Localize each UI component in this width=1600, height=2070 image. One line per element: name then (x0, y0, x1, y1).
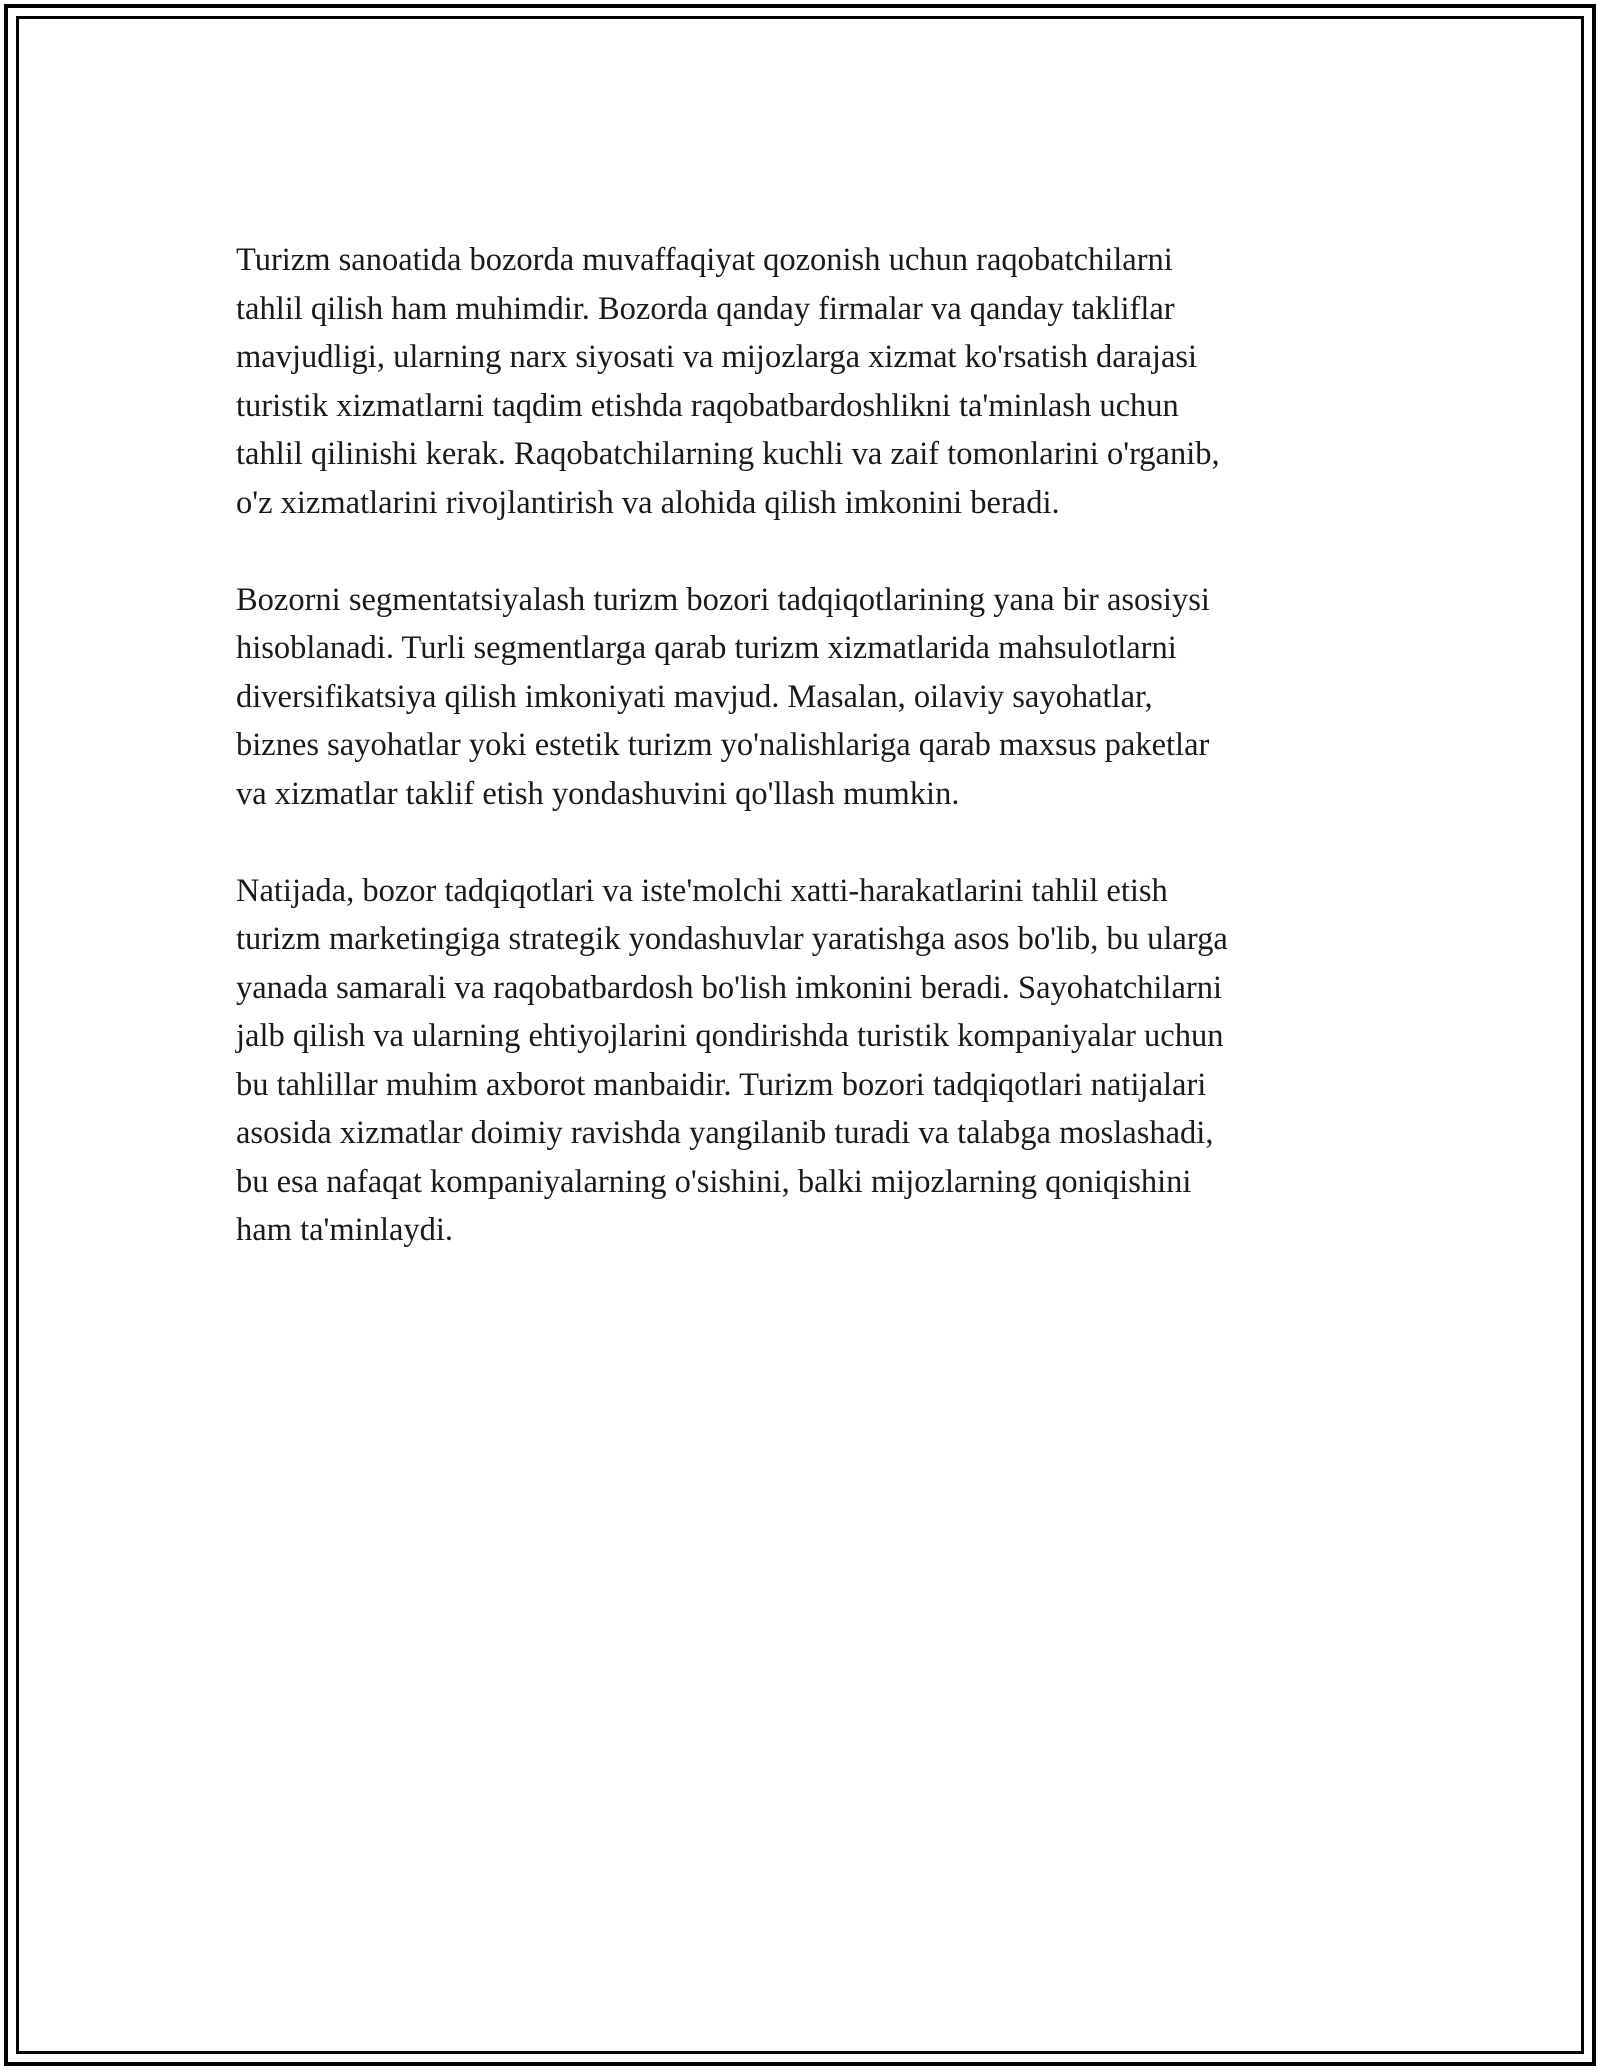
paragraph-competitor-analysis (236, 236, 1376, 527)
paragraph-market-segmentation (236, 576, 1376, 819)
text-line: va xizmatlar taklif etish yondashuvini qo'llash mumkin. (236, 775, 960, 812)
text-line: bu tahlillar muhim axborot manbaidir. Turizm bozori tadqiqotlari natijalari (236, 1066, 1207, 1103)
paragraph-conclusion (236, 867, 1376, 1255)
text-line: o'z xizmatlarini rivojlantirish va alohida qilish imkonini beradi. (236, 484, 1060, 521)
text-line: diversifikatsiya qilish imkoniyati mavjud. Masalan, oilaviy sayohatlar, (236, 678, 1153, 715)
text-line: mavjudligi, ularning narx siyosati va mijozlarga xizmat ko'rsatish darajasi (236, 339, 1198, 375)
text-line: biznes sayohatlar yoki estetik turizm yo'nalishlariga qarab maxsus paketlar (236, 727, 1210, 763)
text-line: ham ta'minlaydi. (236, 1212, 454, 1248)
text-line: Bozorni segmentatsiyalash turizm bozori tadqiqotlarining yana bir asosiysi (236, 581, 1210, 618)
text-line: jalb qilish va ularning ehtiyojlarini qondirishda turistik kompaniyalar uchun (236, 1018, 1224, 1054)
text-line: tahlil qilish ham muhimdir. Bozorda qanday firmalar va qanday takliflar (236, 290, 1175, 327)
text-line: Natijada, bozor tadqiqotlari va iste'molchi xatti-harakatlarini tahlil etish (236, 872, 1168, 909)
text-line: asosida xizmatlar doimiy ravishda yangilanib turadi va talabga moslashadi, (236, 1115, 1214, 1151)
text-line: yanada samarali va raqobatbardosh bo'lish imkonini beradi. Sayohatchilarni (236, 969, 1222, 1006)
text-line: hisoblanadi. Turli segmentlarga qarab turizm xizmatlarida mahsulotlarni (236, 630, 1177, 666)
text-line: tahlil qilinishi kerak. Raqobatchilarning kuchli va zaif tomonlarini o'rganib, (236, 436, 1220, 472)
document-body (236, 236, 1376, 1303)
text-line: turistik xizmatlarni taqdim etishda raqobatbardoshlikni ta'minlash uchun (236, 387, 1179, 424)
text-line: Turizm sanoatida bozorda muvaffaqiyat qozonish uchun raqobatchilarni (236, 242, 1173, 278)
text-line: bu esa nafaqat kompaniyalarning o'sishini, balki mijozlarning qoniqishini (236, 1163, 1192, 1200)
text-line: turizm marketingiga strategik yondashuvlar yaratishga asos bo'lib, bu ularga (236, 921, 1228, 957)
